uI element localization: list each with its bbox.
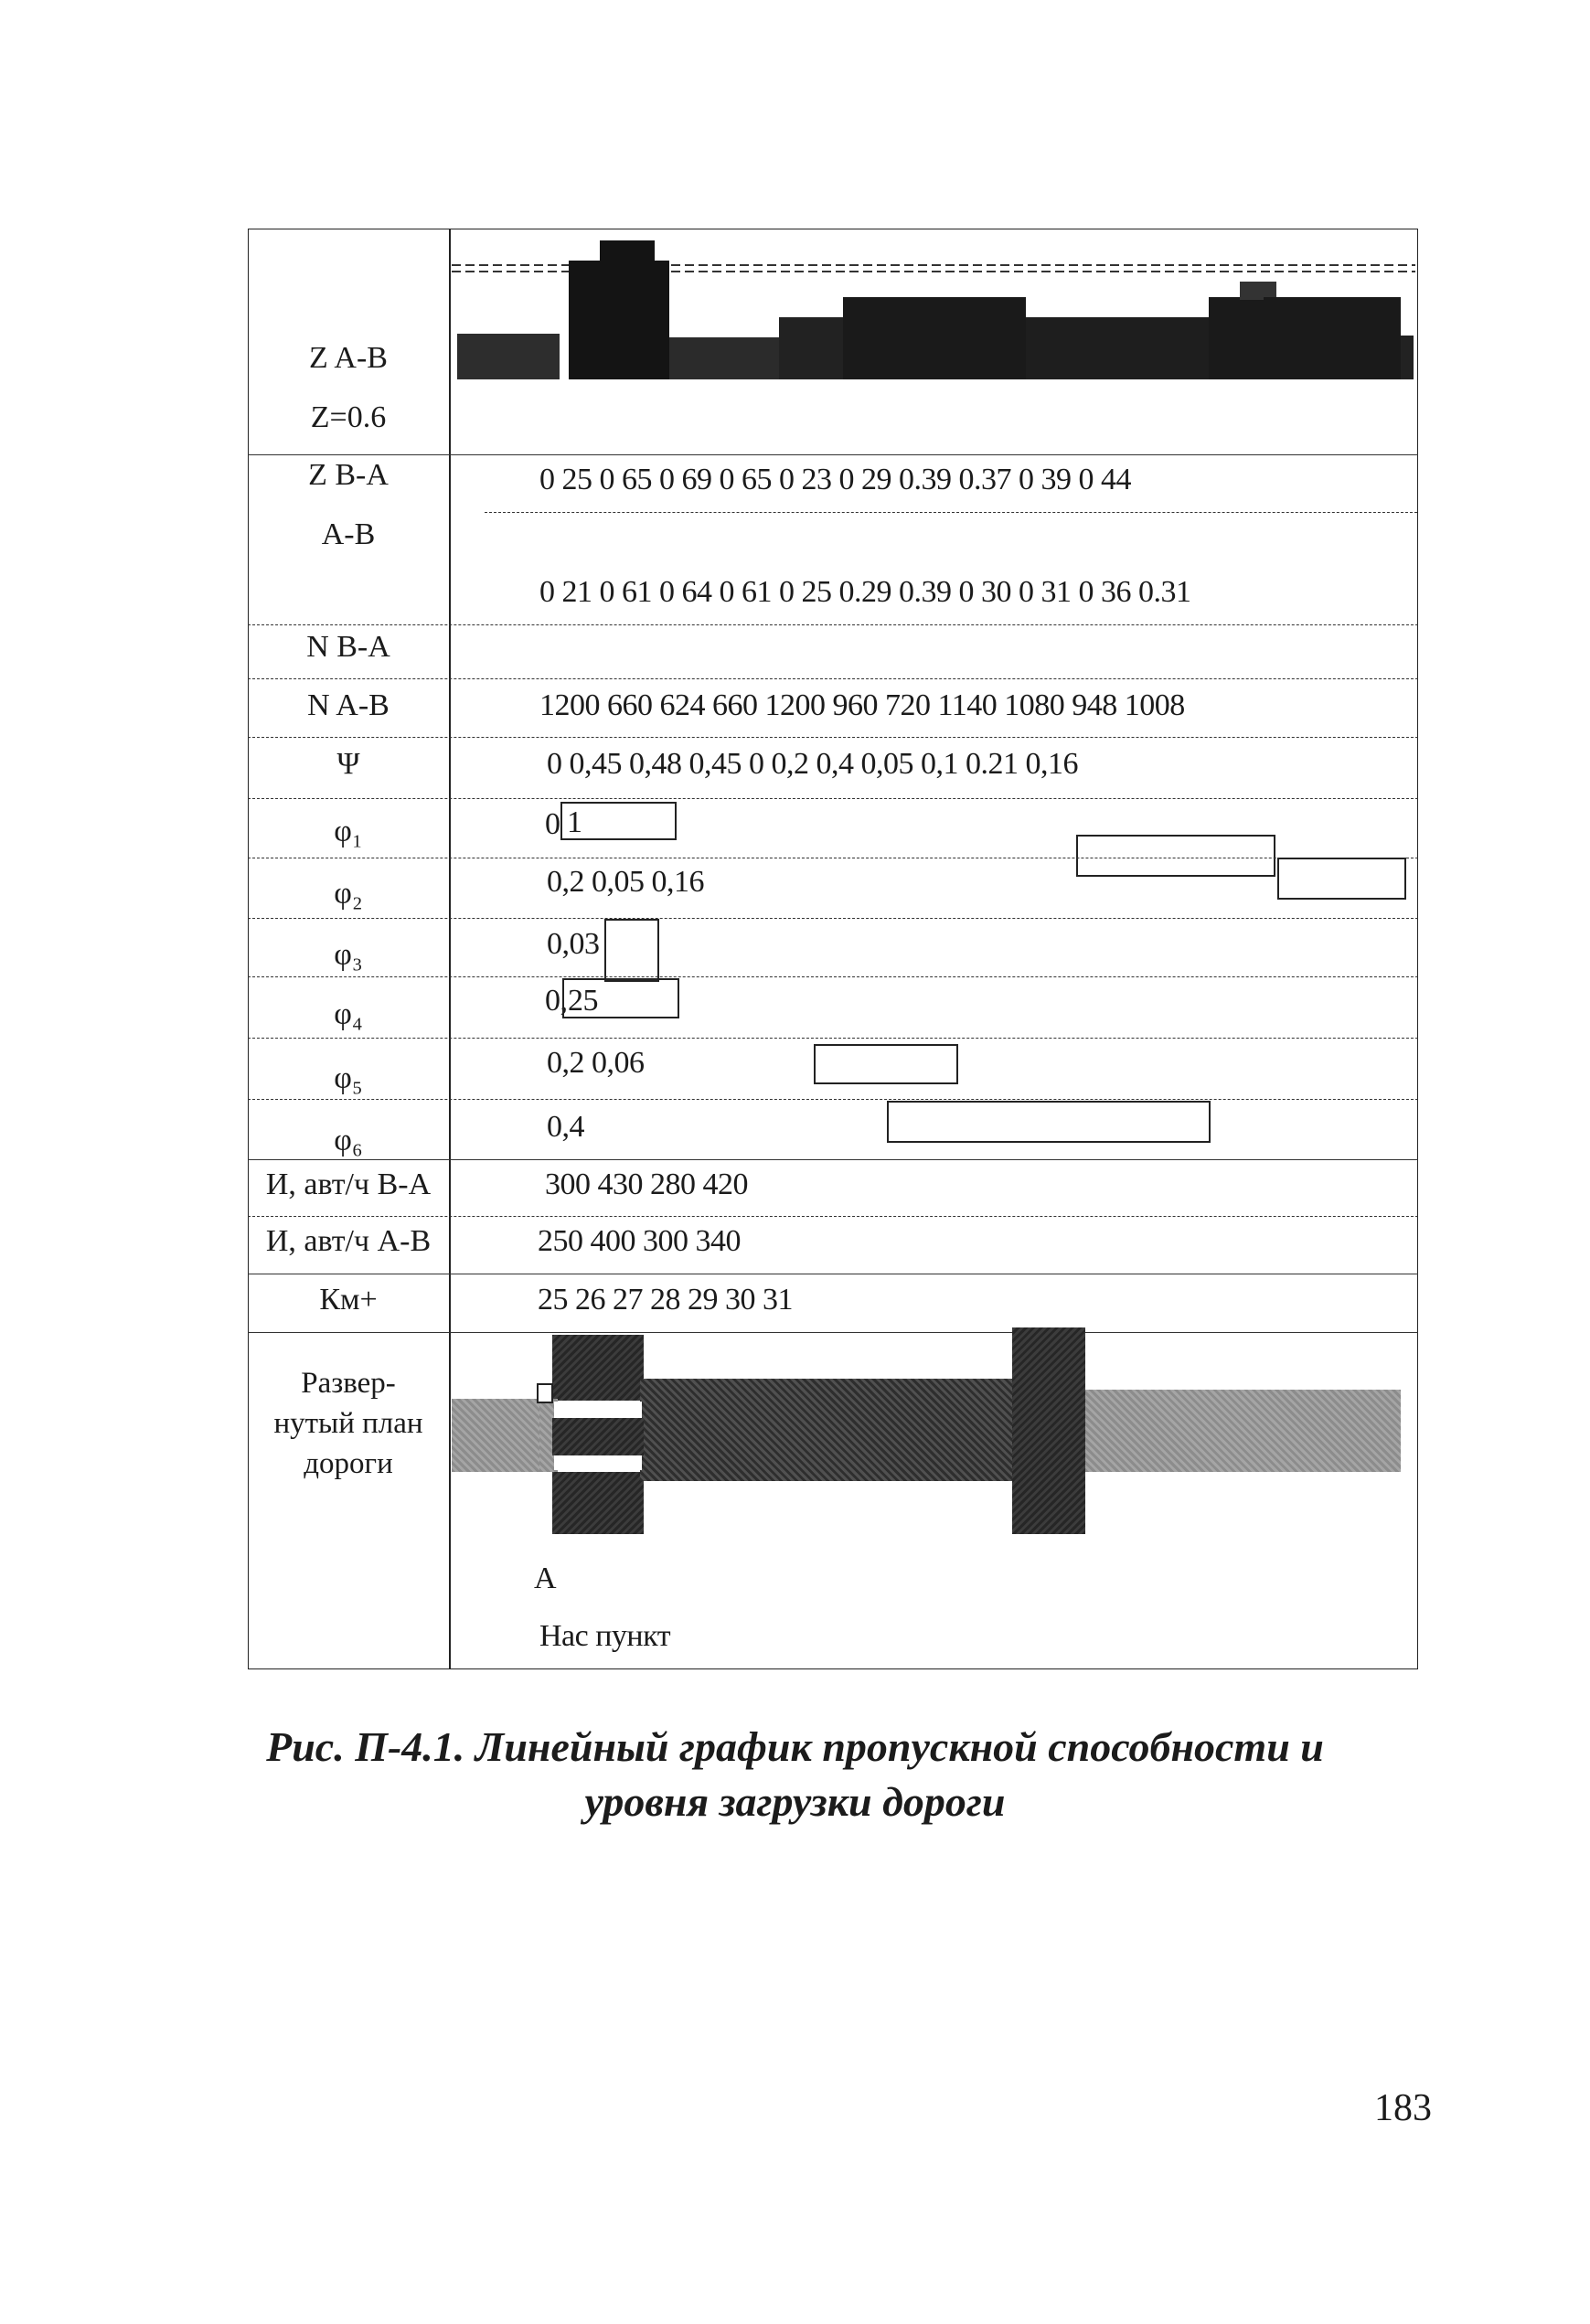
junction-lower-block: [552, 1472, 644, 1534]
junction-upper-block: [552, 1335, 644, 1401]
load-bar: [1209, 297, 1264, 379]
z-ba-label: Z B-A: [308, 458, 389, 492]
junction-white-gap-lower: [554, 1455, 642, 1470]
phi1-value-one: 1: [567, 805, 582, 839]
phi5-label: φ₅: [334, 1061, 363, 1095]
phi6-label: φ₆: [334, 1124, 363, 1157]
km-label: Км+: [319, 1283, 378, 1317]
phi2-interval-box: [1277, 858, 1406, 900]
row-divider: [248, 1216, 1418, 1217]
z-ab-label: Z A-B: [309, 341, 388, 375]
z-value-label: Z=0.6: [310, 400, 387, 434]
n-ab-label: N A-B: [307, 688, 389, 722]
row-divider: [248, 976, 1418, 977]
road-segment-start: [452, 1399, 552, 1472]
load-bar: [1026, 317, 1209, 379]
phi4-value-prefix: 0,: [545, 984, 568, 1018]
stop-marker: [537, 1383, 553, 1403]
i-ba-label: И, авт/ч B-A: [265, 1167, 432, 1201]
figure-caption-line2: уровня загрузки дороги: [584, 1778, 1006, 1825]
load-bar: [669, 337, 779, 379]
n-ba-label: N B-A: [306, 630, 390, 664]
point-a-label: А: [534, 1562, 557, 1595]
z-ba-values: 0 25 0 65 0 69 0 65 0 23 0 29 0.39 0.37 0 39 0 44: [539, 463, 1131, 496]
n-ab-values: 1200 660 624 660 1200 960 720 1140 1080 948 1008: [539, 688, 1185, 722]
load-bar: [1264, 297, 1401, 379]
phi2-values: 0,2 0,05 0,16: [547, 865, 704, 899]
i-ab-label: И, авт/ч А-В: [265, 1224, 432, 1258]
phi5-values: 0,2 0,06: [547, 1046, 645, 1080]
plan-label-line2: нутый план: [273, 1407, 423, 1440]
plan-label-line1: Развер-: [301, 1367, 396, 1400]
phi3-values: 0,03: [547, 927, 600, 961]
load-bar: [779, 317, 843, 379]
row-divider: [248, 737, 1418, 738]
i-ba-values: 300 430 280 420: [545, 1167, 748, 1201]
phi4-label: φ₄: [334, 997, 363, 1031]
phi6-values: 0,4: [547, 1110, 584, 1144]
ab-label: A-B: [321, 517, 376, 551]
intersection-block: [1012, 1327, 1085, 1534]
row-divider: [248, 678, 1418, 679]
row-divider: [248, 1099, 1418, 1100]
psi-label: Ψ: [336, 747, 360, 781]
junction-center-band: [552, 1418, 644, 1455]
phi1-interval-box-2: [1076, 835, 1275, 877]
label-column-divider: [449, 229, 451, 1669]
load-bar: [569, 261, 669, 379]
junction-white-gap-upper: [554, 1402, 642, 1418]
figure-caption-line1: Рис. П-4.1. Линейный график пропускной способности и: [266, 1723, 1324, 1770]
km-values: 25 26 27 28 29 30 31: [538, 1283, 793, 1317]
phi1-value-zero: 0: [545, 807, 560, 841]
load-level-bar-graph: [452, 233, 1415, 379]
phi1-label: φ₁: [334, 815, 363, 848]
load-bar: [457, 334, 560, 379]
row-divider: [248, 798, 1418, 799]
road-segment-end: [1085, 1390, 1401, 1472]
plan-label-line3: дороги: [304, 1447, 393, 1480]
z-ab-values: 0 21 0 61 0 64 0 61 0 25 0.29 0.39 0 30 0 31 0 36 0.31: [539, 575, 1191, 609]
phi5-interval-box: [814, 1044, 958, 1084]
i-ab-values: 250 400 300 340: [538, 1224, 741, 1258]
phi4-value-suffix: 25: [568, 984, 598, 1018]
row-divider: [248, 1159, 1418, 1160]
phi3-interval-box: [604, 919, 659, 982]
phi2-label: φ₂: [334, 877, 363, 911]
psi-values: 0 0,45 0,48 0,45 0 0,2 0,4 0,05 0,1 0.21 0,16: [547, 747, 1078, 781]
row-divider: [248, 1332, 1418, 1333]
row-divider-dashed: [485, 512, 1417, 513]
phi3-label: φ₃: [334, 938, 363, 972]
load-bar: [600, 240, 655, 268]
settlement-label: Нас пункт: [539, 1619, 671, 1653]
row-divider: [248, 454, 1418, 455]
road-segment-middle: [640, 1379, 1015, 1481]
page-number: 183: [1374, 2087, 1432, 2129]
row-divider: [248, 918, 1418, 919]
row-divider: [248, 1038, 1418, 1039]
phi6-interval-box: [887, 1101, 1211, 1143]
load-bar: [1401, 336, 1414, 379]
load-bar: [843, 297, 1026, 379]
row-divider: [248, 624, 1418, 625]
